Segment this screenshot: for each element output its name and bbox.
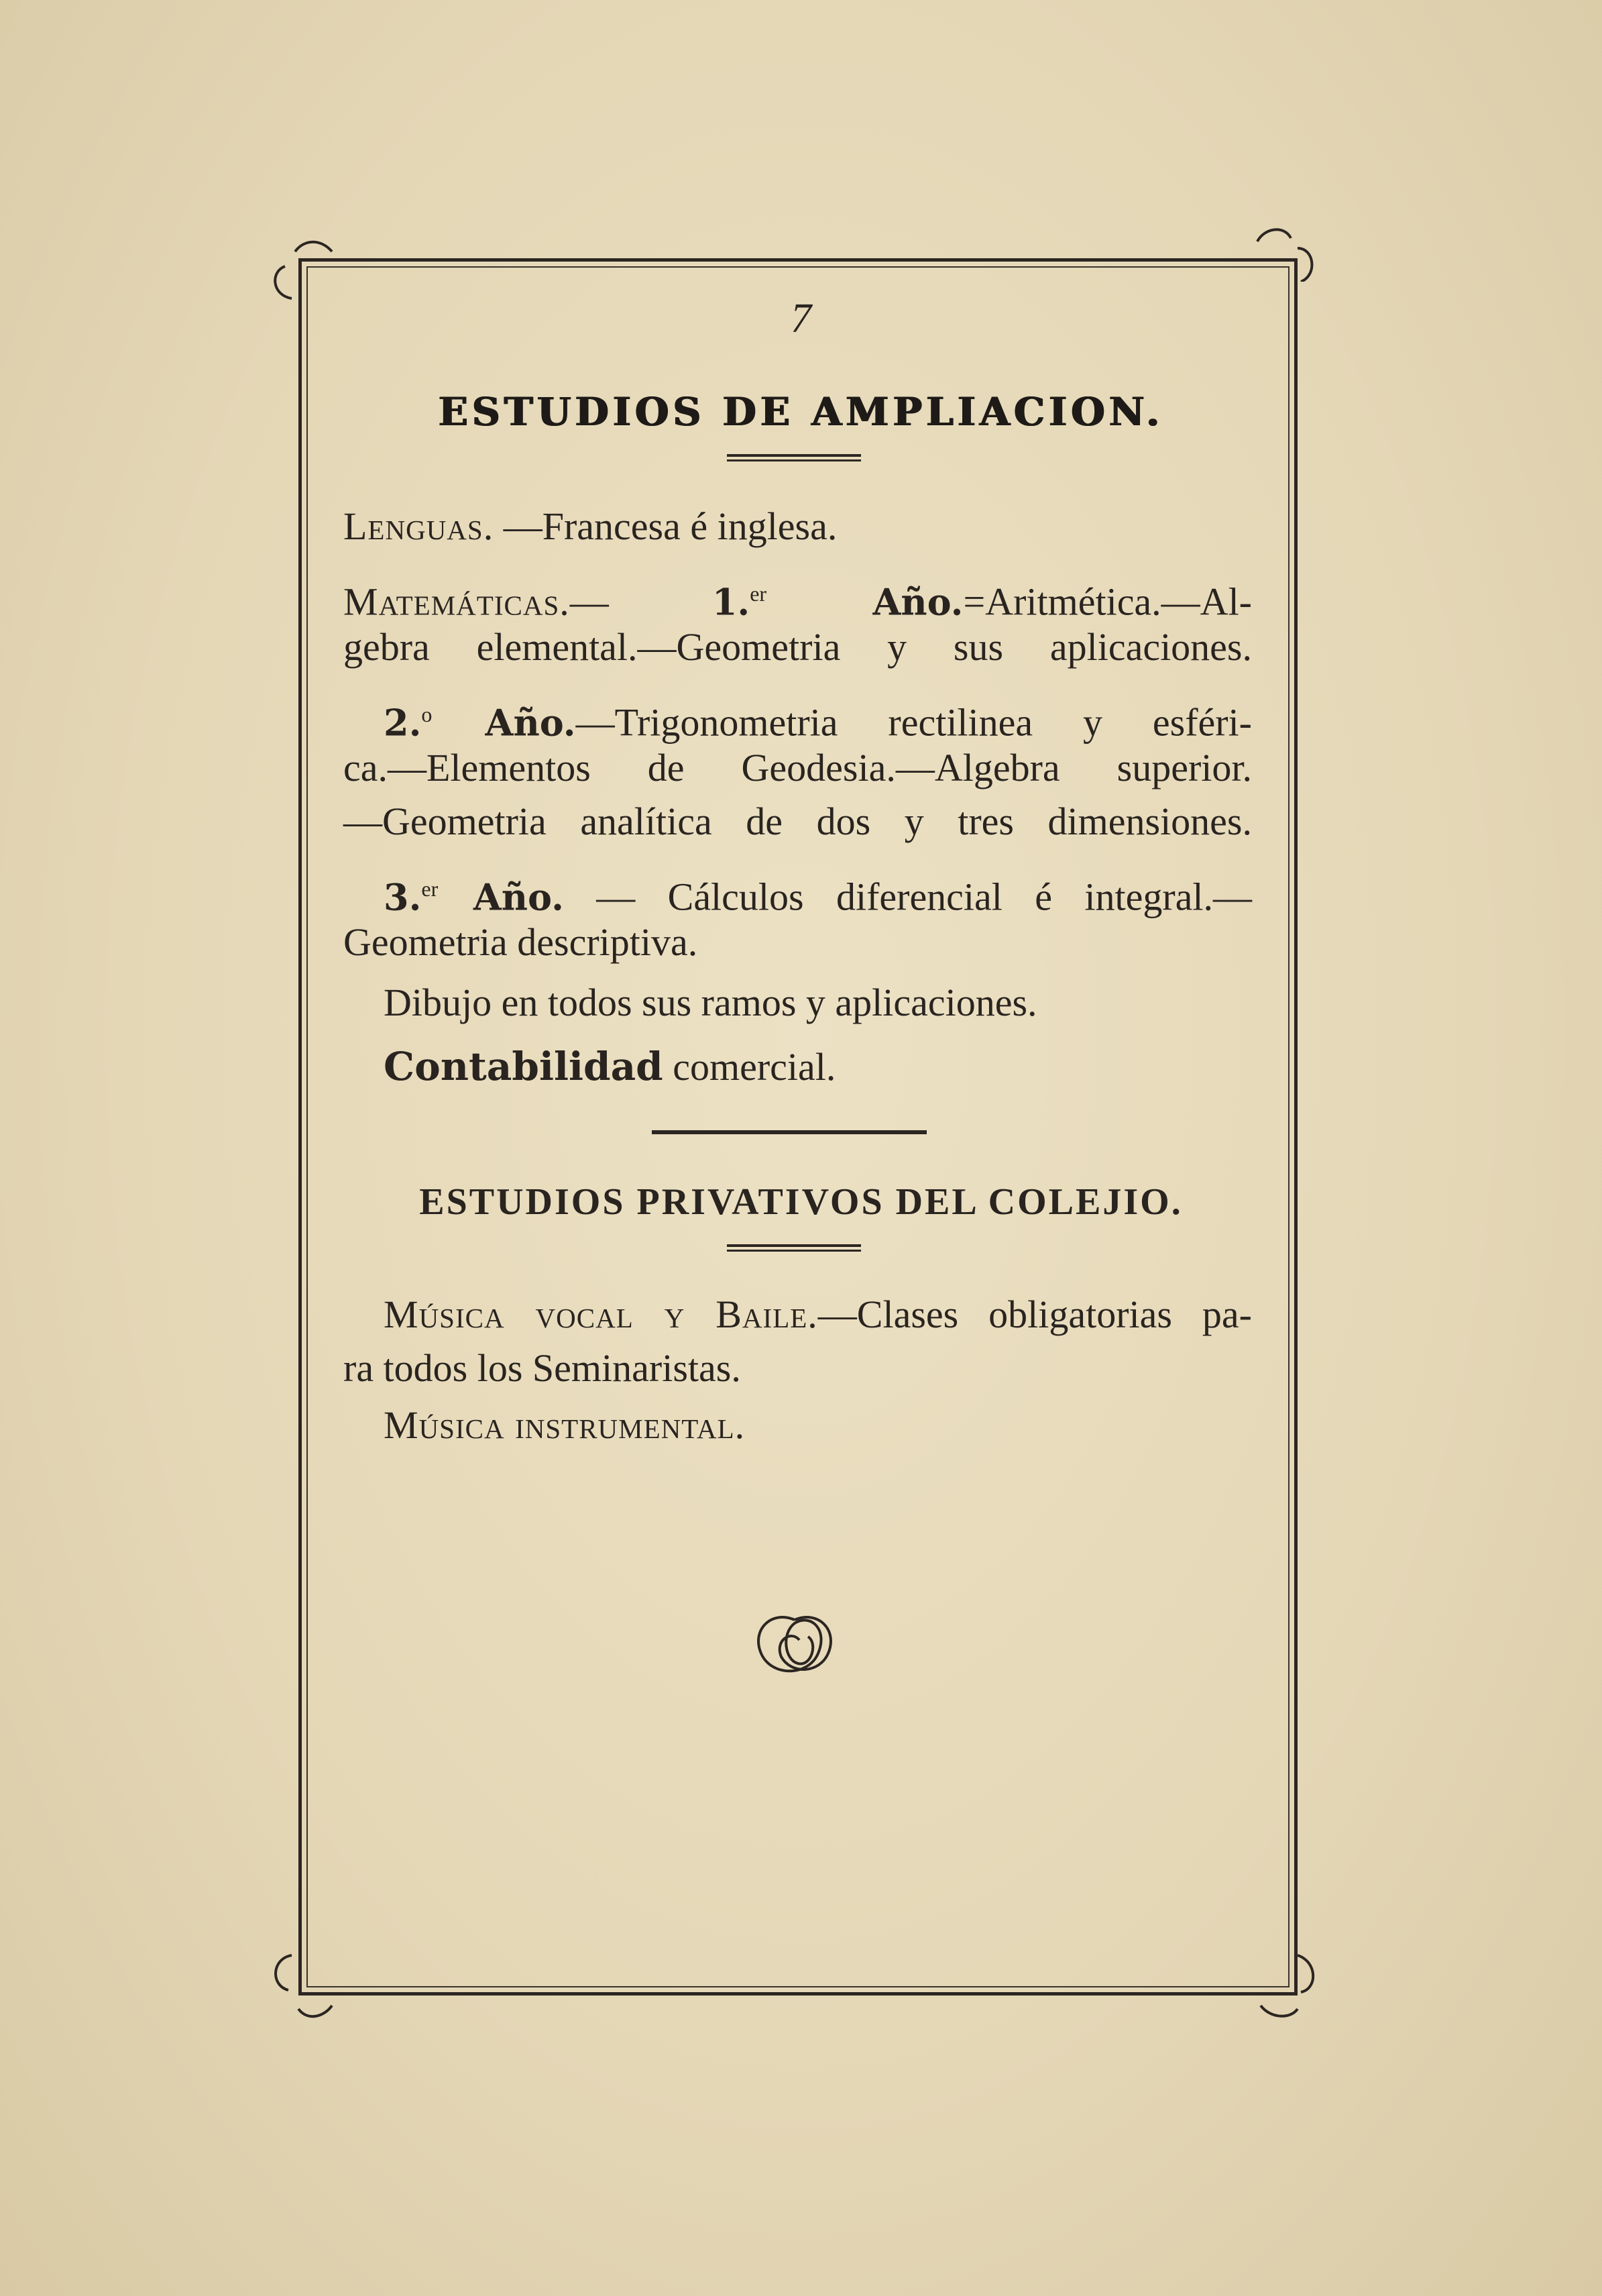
section-title: ESTUDIOS DE AMPLIACION.: [438, 389, 1164, 435]
line-text: —Trigonometria rectilinea y esféri-: [575, 700, 1253, 745]
year-ordinal: 2.: [384, 701, 422, 745]
line-text: —Geometria analítica de dos y tres dimensiones.: [343, 800, 1252, 843]
line-text: Geometria descriptiva.: [343, 920, 698, 964]
ordinal-suffix: er: [750, 582, 767, 606]
ordinal-suffix: er: [421, 877, 439, 901]
text-line: [343, 1043, 1252, 1090]
line-text: — Cálculos diferencial é integral.—: [563, 875, 1252, 919]
text-line: [343, 624, 1252, 671]
corner-flourish-icon: [265, 225, 345, 305]
line-lead: Lenguas.: [343, 504, 494, 548]
end-ornament-icon: [744, 1606, 845, 1687]
text-line: [343, 691, 1253, 745]
year-label: Año.: [438, 875, 564, 919]
year-ordinal: 1.: [711, 580, 750, 624]
section-divider: [652, 1130, 927, 1134]
year-ordinal: 3.: [384, 875, 422, 919]
text-line: [343, 745, 1252, 791]
text-line: [343, 503, 1252, 550]
corner-flourish-icon: [265, 1949, 345, 2029]
ordinal-suffix: o: [421, 702, 433, 726]
line-text: ca.—Elementos de Geodesia.—Algebra superior.: [343, 746, 1252, 789]
double-rule: [727, 1244, 861, 1252]
text-line: [343, 1291, 1252, 1338]
line-lead: Matemáticas.: [343, 580, 570, 624]
line-text: —: [569, 580, 712, 624]
line-lead: Música instrumental.: [384, 1403, 746, 1447]
line-text: —Francesa é inglesa.: [494, 504, 838, 548]
line-text: gebra elemental.—Geometria y sus aplicaciones.: [343, 625, 1252, 669]
line-lead: Música vocal y Baile.: [384, 1293, 818, 1336]
year-label: Año.: [432, 701, 576, 745]
page-number: 7: [791, 296, 811, 341]
year-label: Año.: [766, 580, 964, 624]
text-line: [343, 1345, 1252, 1392]
corner-flourish-icon: [1251, 1949, 1331, 2029]
line-text: —Clases obligatorias pa-: [817, 1293, 1252, 1336]
section-heading: ESTUDIOS PRIVATIVOS DEL COLEJIO.: [419, 1181, 1183, 1223]
line-text: comercial.: [663, 1045, 836, 1089]
line-text: =Aritmética.—Al-: [963, 580, 1252, 624]
double-rule: [727, 454, 861, 461]
text-line: [343, 798, 1252, 845]
text-line: [343, 1402, 1252, 1449]
text-line: [343, 979, 1252, 1026]
line-text: ra todos los Seminaristas.: [343, 1346, 741, 1390]
line-text: Dibujo en todos sus ramos y aplicaciones.: [384, 981, 1037, 1024]
corner-flourish-icon: [1251, 201, 1331, 282]
text-line: [343, 570, 1252, 624]
text-line: [343, 865, 1252, 919]
text-line: [343, 919, 1252, 966]
line-lead: Contabilidad: [384, 1044, 663, 1089]
